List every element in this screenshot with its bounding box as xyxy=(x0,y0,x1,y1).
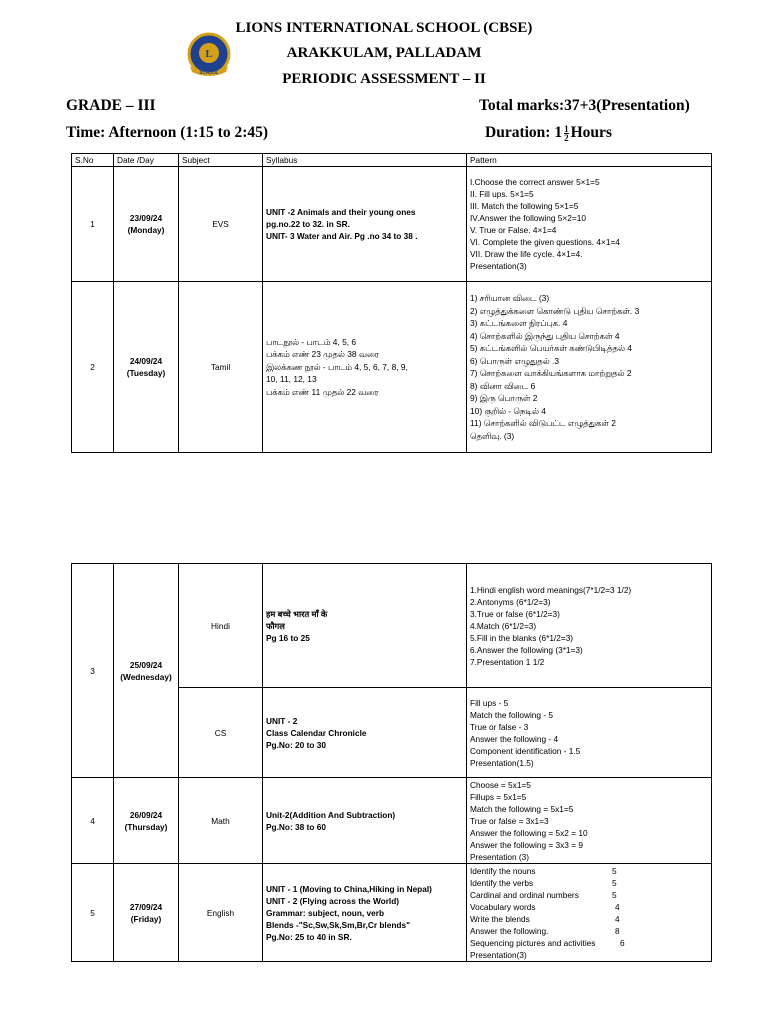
row-syllabus: UNIT - 2 Class Calendar Chronicle Pg.No: 20 to 30 xyxy=(263,688,467,778)
lions-logo xyxy=(186,32,232,78)
header-subject: Subject xyxy=(179,154,263,167)
schedule-table-2 xyxy=(71,563,712,962)
svg-text:SCHOOL: SCHOOL xyxy=(199,70,219,75)
row-syllabus: हम बच्चे भारत माँ के फौगल Pg 16 to 25 xyxy=(263,564,467,688)
row-pattern: I.Choose the correct answer 5×1=5 II. Fill ups. 5×1=5 III. Match the following 5×1=5 IV.Answer the following 5×2=10 V. True or False. 4×1=4 VI. Complete the given questions. 4×1=4 VII. Draw the life cycle. 4×1=4. Presentation(3) xyxy=(467,167,712,282)
header-sno: S.No xyxy=(72,154,114,167)
row-sno: 2 xyxy=(72,282,114,453)
header-syllabus: Syllabus xyxy=(263,154,467,167)
row-subject: Hindi xyxy=(179,564,263,688)
row-subject: CS xyxy=(179,688,263,778)
row-date: 24/09/24 (Tuesday) xyxy=(114,282,179,453)
exam-time: Time: Afternoon (1:15 to 2:45) xyxy=(66,124,269,141)
row-pattern: Choose = 5x1=5 Fillups = 5x1=5 Match the following = 5x1=5 True or false = 3x1=3 Answer the following = 5x2 = 10 Answer the following = 3x3 = 9 Presentation (3) xyxy=(467,778,712,864)
total-marks: Total marks:37+3(Presentation) xyxy=(479,97,690,114)
table-row xyxy=(72,564,712,688)
table-row xyxy=(72,282,712,453)
row-date: 26/09/24 (Thursday) xyxy=(114,778,179,864)
row-date: 23/09/24 (Monday) xyxy=(114,167,179,282)
row-date: 25/09/24 (Wednesday) xyxy=(114,564,179,778)
row-pattern: Fill ups - 5 Match the following - 5 True or false - 3 Answer the following - 4 Component identification - 1.5 Presentation(1.5) xyxy=(467,688,712,778)
row-sno: 1 xyxy=(72,167,114,282)
row-subject: Tamil xyxy=(179,282,263,453)
grade-label: GRADE – III xyxy=(66,97,156,114)
header-date: Date /Day xyxy=(114,154,179,167)
row-pattern: Identify the nouns 5 Identify the verbs 5 Cardinal and ordinal numbers 5 Vocabulary words 4 Write the blends 4 Answer the following. 8 Sequencing pictures and activities 6 Presentation(3) xyxy=(467,864,712,962)
table-row xyxy=(72,864,712,962)
row-sno: 5 xyxy=(72,864,114,962)
row-syllabus: பாடநூல் - பாடம் 4, 5, 6 பக்கம் எண் 23 முதல் 38 வரை இலக்கண நூல் - பாடம் 4, 5, 6, 7, 8, 9, 10, 11, 12, 13 பக்கம் எண் 11 முதல் 22 வரை xyxy=(263,282,467,453)
table-row xyxy=(72,778,712,864)
row-syllabus: UNIT - 1 (Moving to China,Hiking in Nepal) UNIT - 2 (Flying across the World) Grammar: subject, noun, verb Blends -"Sc,Sw,Sk,Sm,Br,Cr blends" Pg.No: 25 to 40 in SR. xyxy=(263,864,467,962)
exam-duration xyxy=(485,124,612,142)
row-date: 27/09/24 (Friday) xyxy=(114,864,179,962)
header-pattern: Pattern xyxy=(467,154,712,167)
row-subject: Math xyxy=(179,778,263,864)
row-subject: EVS xyxy=(179,167,263,282)
table-header-row xyxy=(72,154,712,167)
row-sno: 4 xyxy=(72,778,114,864)
duration-prefix: Duration: 1 xyxy=(485,124,563,141)
duration-fraction: $\frac{1}{2}$ xyxy=(564,123,569,143)
row-subject: English xyxy=(179,864,263,962)
exam-title: PERIODIC ASSESSMENT – II xyxy=(282,71,486,87)
row-pattern: 1.Hindi english word meanings(7*1/2=3 1/2) 2.Antonyms (6*1/2=3) 3.True or false (6*1/2=3) 4.Match (6*1/2=3) 5.Fill in the blanks (6*1/2=3) 6.Answer the following (3*1=3) 7.Presentation 1 1/2 xyxy=(467,564,712,688)
row-pattern: 1) சரியான விடை (3) 2) எழுத்துக்களை கொண்டு புதிய சொற்கள். 3 3) கட்டங்களை நிரப்புக. 4 4) சொற்களில் இருந்து புதிய சொற்கள் 4 5) கட்டங்களில் பெயர்கள் கண்டுபிடித்தல் 4 6) பொருள் எழுதுதல் .3 7) சொற்களை வாக்கியங்களாக மாற்றுதல் 2 8) வினா விடை 6 9) இரு பொருள் 2 10) குறில் - நெடில் 4 11) சொற்களில் விடுபட்ட எழுத்துகள் 2 தெளிவு. (3) xyxy=(467,282,712,453)
schedule-table-1 xyxy=(71,153,712,453)
duration-suffix: Hours xyxy=(570,124,612,141)
row-syllabus: Unit-2(Addition And Subtraction) Pg.No: 38 to 60 xyxy=(263,778,467,864)
table-row xyxy=(72,167,712,282)
school-location: ARAKKULAM, PALLADAM xyxy=(286,45,482,61)
school-name: LIONS INTERNATIONAL SCHOOL (CBSE) xyxy=(235,20,533,36)
svg-text:L: L xyxy=(205,48,213,60)
row-syllabus: UNIT -2 Animals and their young ones pg.no.22 to 32. in SR. UNIT- 3 Water and Air. Pg .no 34 to 38 . xyxy=(263,167,467,282)
row-sno: 3 xyxy=(72,564,114,778)
